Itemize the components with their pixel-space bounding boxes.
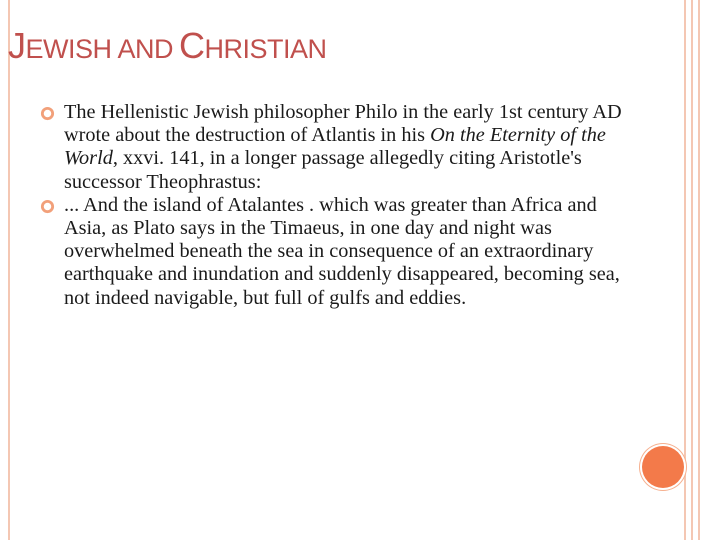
accent-circle-decoration (642, 446, 684, 488)
slide-title (8, 25, 327, 66)
bullet-text: ... And the island of Atalantes . which was greater than Africa and Asia, as Plato says in the Timaeus, in one day and night was overwhelmed beneath the sea in consequence of an extraordinary earthquake and inundation and suddenly disappeared, becoming sea, not indeed navigable, but full of gulfs and eddies. (64, 193, 620, 309)
ring-bullet-icon (40, 199, 55, 214)
title-initial-j: J (8, 25, 26, 66)
bullet-text: The Hellenistic Jewish philosopher Philo in the early 1st century AD wrote about the destruction of Atlantis in his (64, 101, 622, 147)
book-title: On the Eternity of the World (64, 124, 606, 170)
right-frame-line (698, 0, 700, 540)
bullet-item-quote (40, 194, 640, 310)
right-frame-line (691, 0, 693, 540)
title-initial-c: C (179, 25, 205, 66)
ring-bullet-icon (40, 106, 55, 121)
title-word-jewish-rest: EWISH (25, 34, 112, 64)
title-word-christian-rest: HRISTIAN (204, 34, 327, 64)
right-frame-line (684, 0, 686, 540)
bullet-list (40, 101, 640, 310)
left-frame-line (8, 0, 10, 540)
title-word-and: AND (117, 34, 174, 64)
bullet-item-philo (40, 101, 640, 194)
bullet-text: , xxvi. 141, in a longer passage allegedly citing Aristotle's successor Theophrastus: (64, 147, 582, 193)
